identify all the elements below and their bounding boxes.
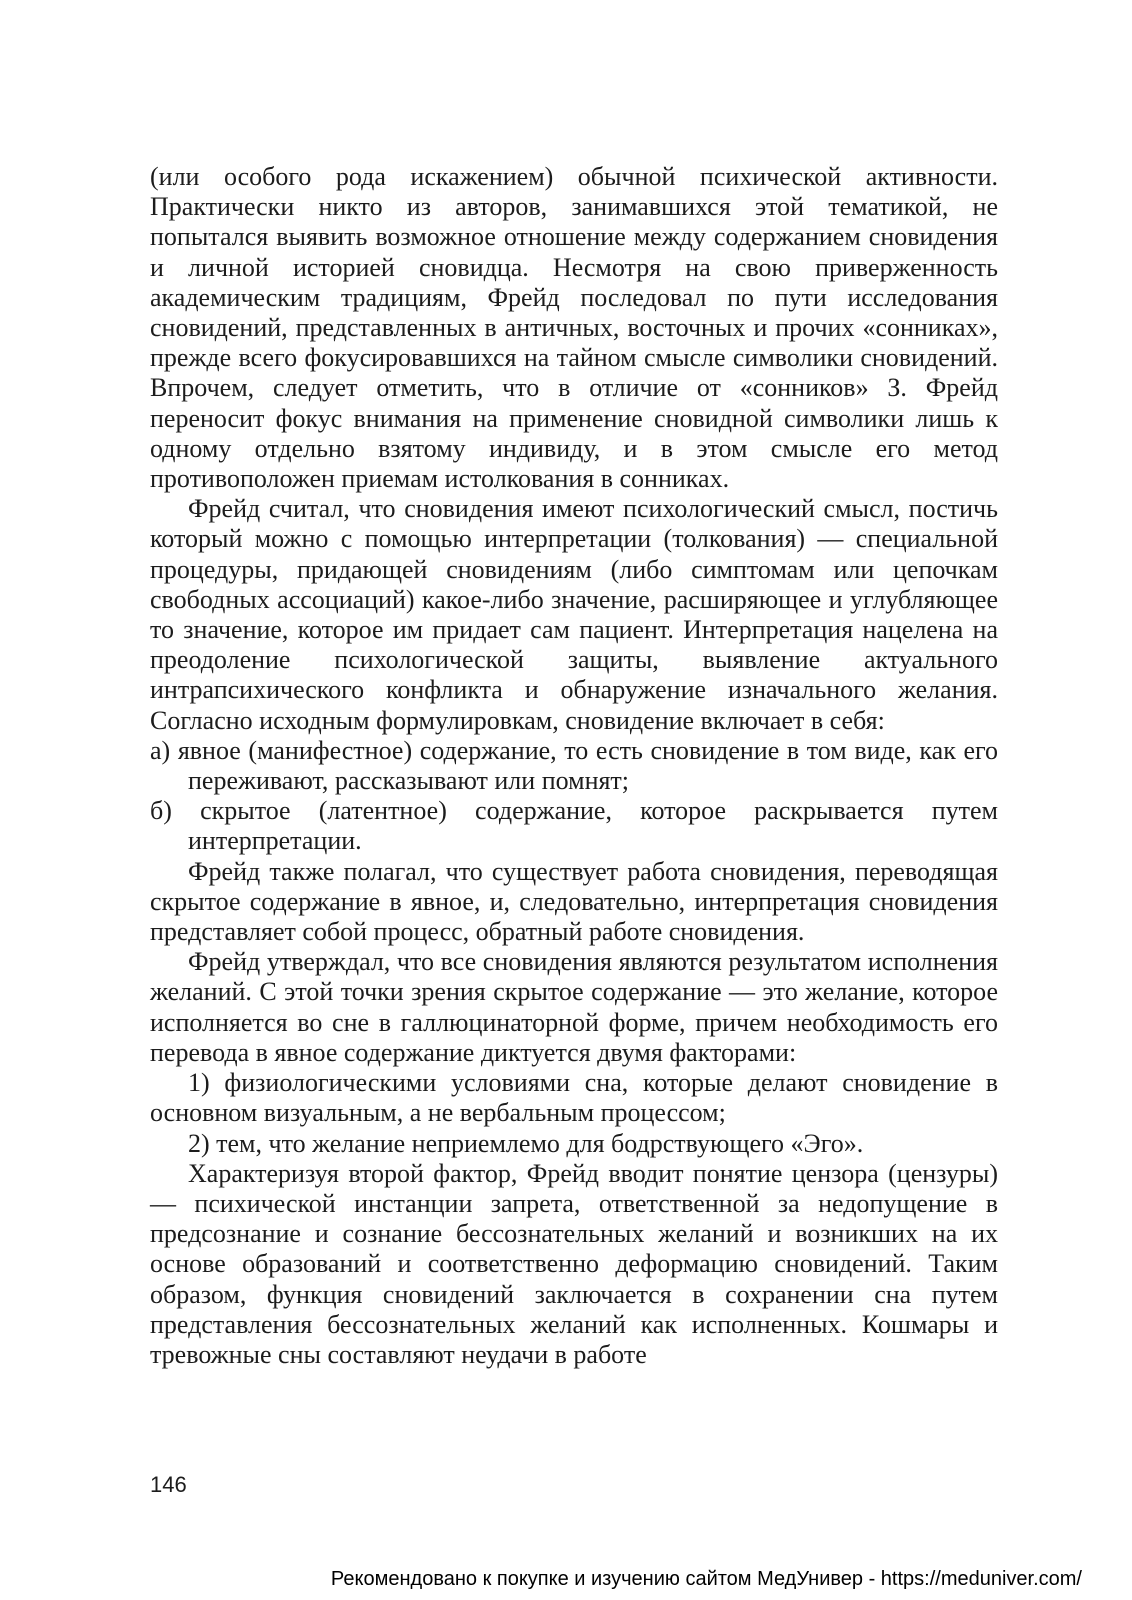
footer-recommendation: Рекомендовано к покупке и изучению сайтом МедУнивер - https://meduniver.com/ [330,1568,1082,1590]
list-item-a: а) явное (манифестное) содержание, то есть сновидение в том виде, как его переживают, рассказывают или помнят; [150,735,998,796]
paragraph-2: Фрейд считал, что сновидения имеют психологический смысл, постичь который можно с помощью интерпретации (толкования) — специальной процедуры, придающей сновидениям (либо симптомам или цепочкам свободных ассоциаций) какое-либо значение, расширяющее и углубляющее то значение, которое им придает сам пациент. Интерпретация нацелена на преодоление психологической защиты, выявление актуального интрапсихического конфликта и обнаружение изначального желания. Согласно исходным формулировкам, сновидение включает в себя: [150,494,998,735]
paragraph-1: (или особого рода искажением) обычной психической активности. Практически никто из авторов, занимавшихся этой тематикой, не попытался выявить возможное отношение между содержанием сновидения и личной историей сновидца. Несмотря на свою приверженность академическим традициям, Фрейд последовал по пути исследования сновидений, представленных в античных, восточных и прочих «сонниках», прежде всего фокусировавшихся на тайном смысле символики сновидений. Впрочем, следует отметить, что в отличие от «сонников» З. Фрейд переносит фокус внимания на применение сновидной символики лишь к одному отдельно взятому индивиду, и в этом смысле его метод противоположен приемам истолкования в сонниках. [150,162,998,494]
list-item-b: б) скрытое (латентное) содержание, которое раскрывается путем интерпретации. [150,796,998,856]
page-body [150,162,998,1370]
paragraph-5: Характеризуя второй фактор, Фрейд вводит понятие цензора (цензуры) — психической инстанции запрета, ответственной за недопущение в предсознание и сознание бессознательных желаний и возникших на их основе образований и соответственно деформацию сновидений. Таким образом, функция сновидений заключается в сохранении сна путем представления бессознательных желаний как исполненных. Кошмары и тревожные сны составляют неудачи в работе [150,1158,998,1369]
paragraph-3: Фрейд также полагал, что существует работа сновидения, переводящая скрытое содержание в явное, и, следовательно, интерпретация сновидения представляет собой процесс, обратный работе сновидения. [150,856,998,947]
paragraph-4: Фрейд утверждал, что все сновидения являются результатом исполнения желаний. С этой точки зрения скрытое содержание — это желание, которое исполняется во сне в галлюцинаторной форме, причем необходимость его перевода в явное содержание диктуется двумя факторами: [150,947,998,1067]
numbered-item-2: 2) тем, что желание неприемлемо для бодрствующего «Эго». [188,1128,864,1158]
numbered-item-1: 1) физиологическими условиями сна, которые делают сновидение в основном визуальным, а не вербальным процессом; [150,1068,998,1128]
page-number: 146 [150,1472,187,1497]
